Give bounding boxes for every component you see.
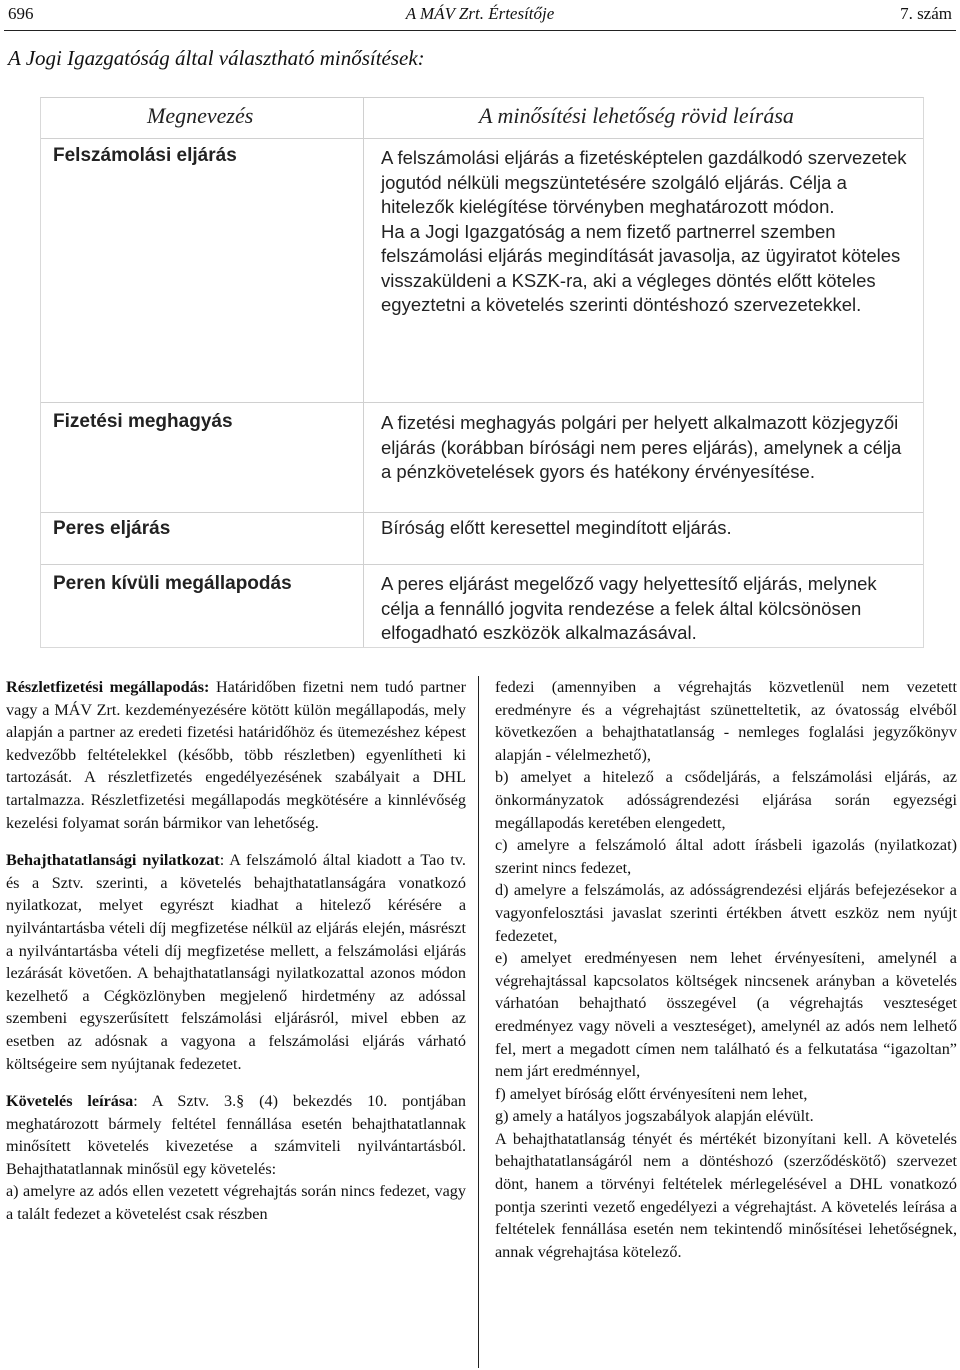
table-row-divider — [41, 512, 923, 513]
table-row-divider — [41, 138, 923, 139]
issue-number: 7. szám — [900, 4, 952, 23]
right-text-column — [495, 676, 957, 1263]
table-cell-name: Peren kívüli megállapodás — [53, 573, 292, 594]
table-cell-description — [381, 146, 911, 318]
table-row-divider — [41, 564, 923, 565]
description-paragraph: A felszámolási eljárás a fizetésképtelen gazdálkodó szervezetek jogutód nélküli megszüntetésére szolgáló eljárás. Célja a hitelezők kielégítése törvényben meghatározott módon. — [381, 147, 907, 217]
body-paragraph — [6, 849, 466, 1075]
section-title: A Jogi Igazgatóság által választható minősítések: — [8, 46, 425, 70]
running-header — [8, 2, 952, 28]
term-label: Követelés leírása — [6, 1092, 134, 1111]
table-row-divider — [41, 402, 923, 403]
body-paragraph: f) amelyet bíróság előtt érvényesíteni nem lehet, — [495, 1084, 808, 1103]
term-label: Behajthatatlansági nyilatkozat — [6, 851, 220, 870]
term-label: Részletfizetési megállapodás: — [6, 678, 210, 696]
description-paragraph: Bíróság előtt keresettel megindított eljárás. — [381, 517, 732, 538]
body-paragraph: a) amelyre az adós ellen vezetett végrehajtás során nincs fedezet, vagy a talált fedezet a követelést csak részben — [6, 1182, 466, 1224]
journal-title: A MÁV Zrt. Értesítője — [405, 4, 555, 23]
term-definition: : A felszámoló által kiadott a Tao tv. és a Sztv. szerinti, a követelés behajthatatlanságára vonatkozó nyilatkozat, melyet egyrészt kiadhat a hitelező kérésére a nyilvántartásba vételi díj megfizetése nélkül az eljárás elején, másrészt a nyilvántartásba vételi díj megfizetése mellett, a felszámolási eljárás lezárását követően. A behajthatatlansági nyilatkozattal azonos módon kezelhető a Cégközlönyben megjelenő hirdetmény az adóssal szembeni egyszerűsített felszámolási eljárásról, mivel ebben az esetben az adósnak a vagyona a felszámolási eljárás várható költségeire sem nyújtanak fedezetet. — [6, 851, 466, 1073]
body-paragraph: d) amelyre a felszámolás, az adósságrendezési eljárás befejezésekor a vagyonfelosztási javaslat szerinti értékben átvett eszköz nem nyújt fedezetet, — [495, 881, 957, 945]
header-rule — [4, 30, 956, 31]
body-paragraph: b) amelyet a hitelező a csődeljárás, a felszámolási eljárás, az önkormányzatok adósságrendezési eljárása során egyezségi megállapodás keretében elengedett, — [495, 768, 957, 832]
table-cell-description — [381, 572, 911, 646]
page-number: 696 — [8, 4, 34, 23]
left-text-column — [6, 676, 466, 1226]
table-cell-name: Peres eljárás — [53, 518, 171, 539]
column-divider — [478, 676, 479, 1368]
qualification-table — [40, 97, 924, 648]
description-paragraph: Ha a Jogi Igazgatóság a nem fizető partnerrel szemben felszámolási eljárás megindítását javasolja, az ügyiratot köteles visszaküldeni a KSZK-ra, aki a végleges döntés előtt köteles egyeztetni a követelés szerinti döntéshozó szervezetekkel. — [381, 220, 901, 315]
body-paragraph: g) amely a hatályos jogszabályok alapján elévült. — [495, 1107, 814, 1126]
body-paragraph — [6, 1090, 466, 1180]
term-definition: Határidőben fizetni nem tudó partner vagy a MÁV Zrt. kezdeményezésére kötött külön megállapodás, mely alapján a partner az eredeti fizetési határidőhöz és ütemezéshez képest kedvezőbb feltételekkel (később, több részletben) egyenlítheti ki tartozását. A részletfizetés engedélyezésének szabályait a DHL tartalmazza. Részletfizetési megállapodás megkötésére a kinnlévőség kezelési folyamat során bármikor van lehetőség. — [6, 678, 466, 832]
description-paragraph: A fizetési meghagyás polgári per helyett alkalmazott közjegyzői eljárás (korábban bírósági nem peres eljárás), amelynek a célja a pénzkövetelések gyors és hatékony érvényesítése. — [381, 412, 902, 482]
table-header-description: A minősítési lehetőség rövid leírása — [479, 103, 794, 128]
table-cell-name: Felszámolási eljárás — [53, 145, 237, 166]
body-paragraph: e) amelyet eredményesen nem lehet érvényesíteni, amelynél a végrehajtással kapcsolatos költségek nincsenek arányban a követelés várhatóan behajtható összegével (a végrehajtás veszteséget eredményez vagy növeli a veszteséget), amelynél az adós nem lelhető fel, mert a megadott címen nem található és a felkutatása “igazoltan” nem járt eredménnyel, — [495, 949, 957, 1081]
body-paragraph: c) amelyre a felszámoló által adott írásbeli igazolás (nyilatkozat) szerint nincs fedezet, — [495, 836, 957, 877]
description-paragraph: A peres eljárást megelőző vagy helyettesítő eljárás, melynek célja a fennálló jogvita rendezése a felek által kölcsönösen elfogadható eszközök alkalmazásával. — [381, 573, 877, 643]
term-definition: : A Sztv. 3.§ (4) bekezdés 10. pontjában meghatározott bármely feltétel fennállása esetén behajthatatlannak minősített követelés kivezetése a számviteli nyilvántartásból. Behajthatatlannak minősül egy követelés: — [6, 1092, 467, 1178]
body-paragraph: fedezi (amennyiben a végrehajtás közvetlenül nem vezetett eredményre és a végrehajtást szünetteltetik, az óvatosság elvéből következően a behajthatatlanság - nemleges foglalási jegyzőkönyv alapján - vélelmezhető), — [495, 678, 957, 764]
table-cell-description — [381, 411, 911, 485]
body-paragraph — [6, 676, 466, 834]
table-cell-name: Fizetési meghagyás — [53, 411, 233, 432]
table-header-name: Megnevezés — [147, 103, 254, 128]
table-cell-description — [381, 516, 911, 541]
body-paragraph: A behajthatatlanság tényét és mértékét bizonyítani kell. A követelés behajthatatlanságáról nem a döntéshozó (szerződéskötő) szervezet dönt, hanem a törvényi feltételek mérlegelésével a DHL vonatkozó pontja szerinti vezető engedélyezi a végrehajtást. A követelés leírása a feltételek fennállása esetén nem tekintendő minősítései lehetőségnek, annak végrehajtása kötelező. — [495, 1129, 957, 1261]
